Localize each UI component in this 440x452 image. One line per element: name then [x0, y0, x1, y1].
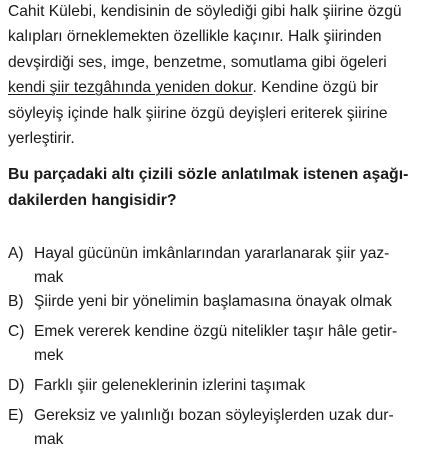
- option-b-letter: B): [8, 293, 24, 310]
- passage-line-3: devşirdiği ses, imge, benzetme, somutlama gibi ögeleri: [8, 54, 387, 71]
- question-line-2: dakilerden hangisidir?: [8, 192, 177, 209]
- option-e-text-1: Gereksiz ve yalınlığı bozan söyleyişlerden uzak dur-: [34, 407, 394, 424]
- option-c-text-1: Emek vererek kendine özgü nitelikler taşır hâle getir-: [34, 323, 398, 340]
- underlined-phrase: kendi şiir tezgâhında yeniden dokur: [8, 79, 253, 96]
- passage-line-5: söyleyiş içinde halk şiirine özgü deyişleri eriterek şiirine: [8, 105, 388, 122]
- passage-line-6: yerleştirir.: [8, 130, 75, 147]
- passage-line-1: Cahit Külebi, kendisinin de söylediği gibi halk şiirine özgü: [8, 3, 402, 20]
- passage-line-2: kalıpları örneklemekten özellikle kaçınır. Halk şiirinden: [8, 28, 382, 45]
- option-c[interactable]: [8, 322, 397, 342]
- option-e[interactable]: [8, 406, 394, 426]
- option-a-text-1: Hayal gücünün imkânlarından yararlanarak şiir yaz-: [34, 245, 390, 262]
- option-b[interactable]: [8, 292, 392, 312]
- option-c-text-2: mek: [34, 347, 64, 364]
- option-c-letter: C): [8, 323, 25, 340]
- option-d-letter: D): [8, 377, 25, 394]
- option-d[interactable]: [8, 376, 305, 396]
- option-a[interactable]: [8, 244, 389, 264]
- passage-line-4: [8, 78, 378, 98]
- option-a-text-2: mak: [34, 269, 64, 286]
- option-e-letter: E): [8, 407, 24, 424]
- option-e-text-2: mak: [34, 431, 64, 448]
- option-b-text: Şiirde yeni bir yönelimin başlamasına önayak olmak: [34, 293, 392, 310]
- option-d-text: Farklı şiir geleneklerinin izlerini taşımak: [34, 377, 306, 394]
- option-a-letter: A): [8, 245, 24, 262]
- question-line-1: Bu parçadaki altı çizili sözle anlatılmak istenen aşağı-: [8, 166, 409, 183]
- passage-line-4-rest: . Kendine özgü bir: [252, 79, 379, 96]
